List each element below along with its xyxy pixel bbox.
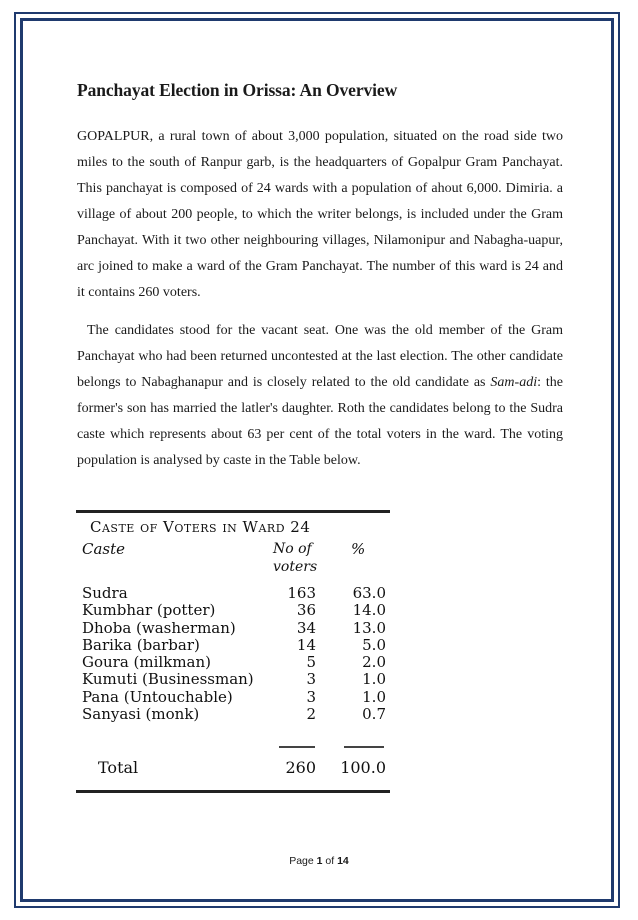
voters-cell: 34 bbox=[296, 618, 316, 637]
percent-cell: 2.0 bbox=[362, 653, 386, 672]
percent-cell: 14.0 bbox=[352, 601, 386, 620]
caste-cell: Barika (barbar) bbox=[82, 635, 200, 654]
table-top-rule bbox=[76, 510, 390, 513]
sum-rule-percent bbox=[344, 746, 384, 748]
percent-cell: 63.0 bbox=[352, 584, 386, 602]
voters-cell: 36 bbox=[296, 601, 316, 620]
table-bottom-rule bbox=[76, 790, 390, 793]
percent-cell: 1.0 bbox=[362, 687, 386, 706]
document-title: Panchayat Election in Orissa: An Overview bbox=[77, 80, 398, 100]
caste-cell: Dhoba (washerman) bbox=[82, 618, 236, 637]
table-row bbox=[82, 706, 392, 723]
caste-cell: Pana (Untouchable) bbox=[82, 687, 233, 706]
table-body bbox=[82, 585, 392, 723]
percent-cell: 0.7 bbox=[362, 705, 386, 724]
caste-cell: Sanyasi (monk) bbox=[82, 705, 200, 724]
column-header-caste: Caste bbox=[82, 540, 126, 558]
caste-cell: Kumbhar (potter) bbox=[82, 601, 216, 620]
voters-cell: 163 bbox=[287, 584, 316, 602]
table-total-row bbox=[82, 758, 392, 778]
table-row bbox=[82, 671, 392, 688]
voters-cell: 14 bbox=[296, 635, 316, 654]
paragraph-candidates-text-2: : the former's son has married the latler's daughter. Roth the candidates belong to the Sudra caste which represents about 63 per cent of the total voters in the ward. The voting population is analysed by caste in the Table below. bbox=[77, 375, 563, 468]
table-row bbox=[82, 602, 392, 619]
footer-prefix: Page bbox=[289, 855, 317, 867]
table-row bbox=[82, 689, 392, 706]
caste-cell: Goura (milkman) bbox=[82, 653, 211, 672]
caste-voters-table bbox=[76, 508, 394, 794]
table-row bbox=[82, 637, 392, 654]
total-voters: 260 bbox=[285, 758, 316, 777]
footer-page-number: 1 bbox=[316, 855, 323, 867]
total-label: Total bbox=[98, 758, 139, 777]
total-percent: 100.0 bbox=[340, 758, 386, 777]
voters-cell: 5 bbox=[306, 653, 316, 672]
page-footer bbox=[0, 855, 638, 867]
caste-cell: Kumuti (Businessman) bbox=[82, 670, 254, 689]
voters-cell: 2 bbox=[306, 705, 316, 724]
table-row bbox=[82, 654, 392, 671]
paragraph-candidates bbox=[77, 318, 563, 474]
table-title: Caste of Voters in Ward 24 bbox=[90, 518, 311, 536]
paragraph-candidates-text-1: The candidates stood for the vacant seat. One was the old member of the Gram Panchayat who had been returned uncontested at the last election. The other candidate belongs to Nabaghanapur and is closely related to the old candidate as bbox=[77, 323, 563, 390]
voters-cell: 3 bbox=[306, 687, 316, 706]
percent-cell: 13.0 bbox=[352, 618, 386, 637]
footer-page-total: 14 bbox=[337, 855, 349, 867]
percent-cell: 5.0 bbox=[362, 635, 386, 654]
percent-cell: 1.0 bbox=[362, 670, 386, 689]
column-header-voters: No of voters bbox=[273, 541, 318, 575]
caste-cell: Sudra bbox=[82, 584, 128, 602]
footer-middle: of bbox=[322, 855, 338, 867]
sum-rule-voters bbox=[279, 746, 315, 748]
voters-cell: 3 bbox=[306, 670, 316, 689]
paragraph-candidates-term: Sam-adi bbox=[490, 375, 538, 390]
paragraph-intro: GOPALPUR, a rural town of about 3,000 population, situated on the road side two miles to the south of Ranpur garb, is the headquarters of Gopalpur Gram Panchayat. This panchayat is composed of 24 wards with a population of ahout 6,000. Dimiria. a village of about 200 people, to which the writer belongs, is included under the Gram Panchayat. With it two other neighbouring villages, Nilamonipur and Nabagha-uapur, arc joined to make a ward of the Gram Panchayat. The number of this ward is 24 and it contains 260 voters. bbox=[77, 129, 563, 300]
table-row bbox=[82, 585, 392, 602]
table-row bbox=[82, 620, 392, 637]
column-header-percent: % bbox=[351, 540, 366, 558]
